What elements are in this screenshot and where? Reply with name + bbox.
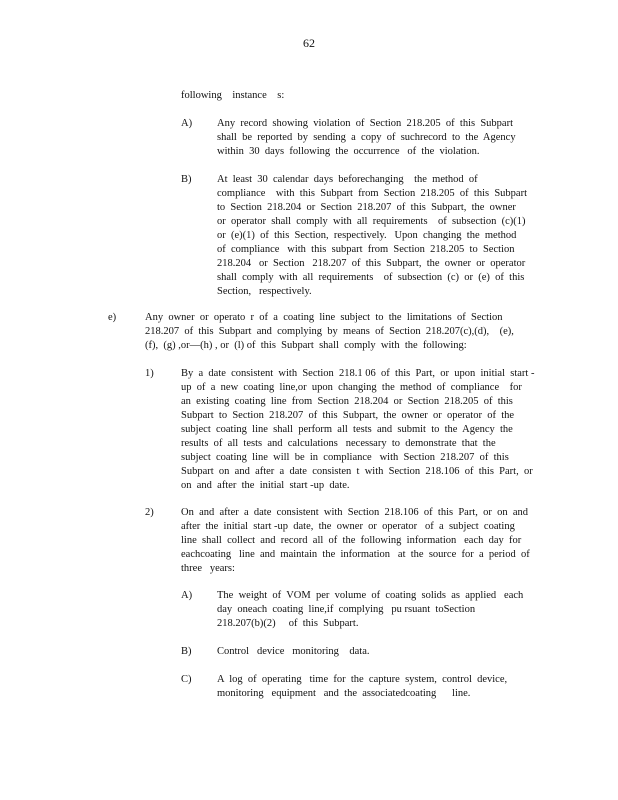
item-text-e2 [181,506,530,576]
text-line: A log of operating time for the capture system, control device, [217,674,508,685]
text-line: an existing coating line from Section 218.204 or Section 218.205 of this [181,396,513,407]
text-line: to Section 218.204 or Section 218.207 of this Subpart, the owner [217,202,516,213]
text-line: Subpart to Section 218.207 of this Subpart, the owner or operator of the [181,410,515,421]
item-text-a [217,117,516,159]
text-line: 218.207 of this Subpart and complying by means of Section 218.207(c),(d), (e), [145,326,514,337]
text-line: within 30 days following the occurrence of the violation. [217,146,480,157]
item-label-e2a: A) [181,590,193,601]
text-line: Any owner or operato r of a coating line subject to the limitations of Section [145,312,503,323]
text-line: Any record showing violation of Section 218.205 of this Subpart [217,118,514,129]
item-text-e1 [181,367,534,493]
text-line: monitoring equipment and the associatedcoating line. [217,688,471,699]
text-line: shall comply with all requirements of subsection (c) or (e) of this [217,272,525,283]
text-line: compliance with this Subpart from Section 218.205 of this Subpart [217,188,528,199]
item-label-e2: 2) [145,507,154,518]
item-text-e [145,311,514,353]
text-line: subject coating line will be in compliance with Section 218.207 of this [181,452,509,463]
text-line: eachcoating line and maintain the information at the source for a period of [181,549,530,560]
text-line: of compliance with this subpart from Section 218.205 to Section [217,244,515,255]
text-line: following instance s: [181,90,285,101]
item-label-e: e) [108,312,117,323]
text-line: results of all tests and calculations necessary to demonstrate that the [181,438,496,449]
item-label-e2b: B) [181,646,192,657]
text-line: Section, respectively. [217,286,312,297]
text-line: 218.207(b)(2) of this Subpart. [217,618,359,629]
item-text-b [217,173,527,299]
text-line: or (e)(1) of this Section, respectively. Upon changing the method [217,230,517,241]
text-line: three years: [181,563,235,574]
text-line: shall be reported by sending a copy of suchrecord to the Agency [217,132,516,143]
text-line: The weight of VOM per volume of coating solids as applied each [217,590,524,601]
text-line: day oneach coating line,if complying pu rsuant toSection [217,604,476,615]
item-text-e2c [217,673,507,701]
item-label-b: B) [181,174,192,185]
item-text-e2b [217,645,370,659]
text-line: Subpart on and after a date consisten t with Section 218.106 of this Part, or [181,466,533,477]
text-line: or operator shall comply with all requirements of subsection (c)(1) [217,216,526,227]
text-line: At least 30 calendar days beforechanging the method of [217,174,478,185]
text-line: line shall collect and record all of the following information each day for [181,535,522,546]
text-line: subject coating line shall perform all tests and submit to the Agency the [181,424,513,435]
text-line: after the initial start -up date, the owner or operator of a subject coating [181,521,515,532]
text-line: On and after a date consistent with Section 218.106 of this Part, or on and [181,507,529,518]
text-line: 218.204 or Section 218.207 of this Subpart, the owner or operator [217,258,526,269]
item-label-e2c: C) [181,674,192,685]
page-number: 62 [303,36,315,50]
item-text-e2a [217,589,523,631]
text-line: (f), (g) ,or—(h) , or (l) of this Subpart shall comply with the following: [145,340,467,351]
text-line: Control device monitoring data. [217,646,370,657]
text-line: up of a new coating line,or upon changing the method of compliance for [181,382,522,393]
intro-text [181,89,284,103]
text-line: By a date consistent with Section 218.1 06 of this Part, or upon initial start - [181,368,535,379]
item-label-e1: 1) [145,368,154,379]
item-label-a: A) [181,118,193,129]
text-line: on and after the initial start -up date. [181,480,350,491]
